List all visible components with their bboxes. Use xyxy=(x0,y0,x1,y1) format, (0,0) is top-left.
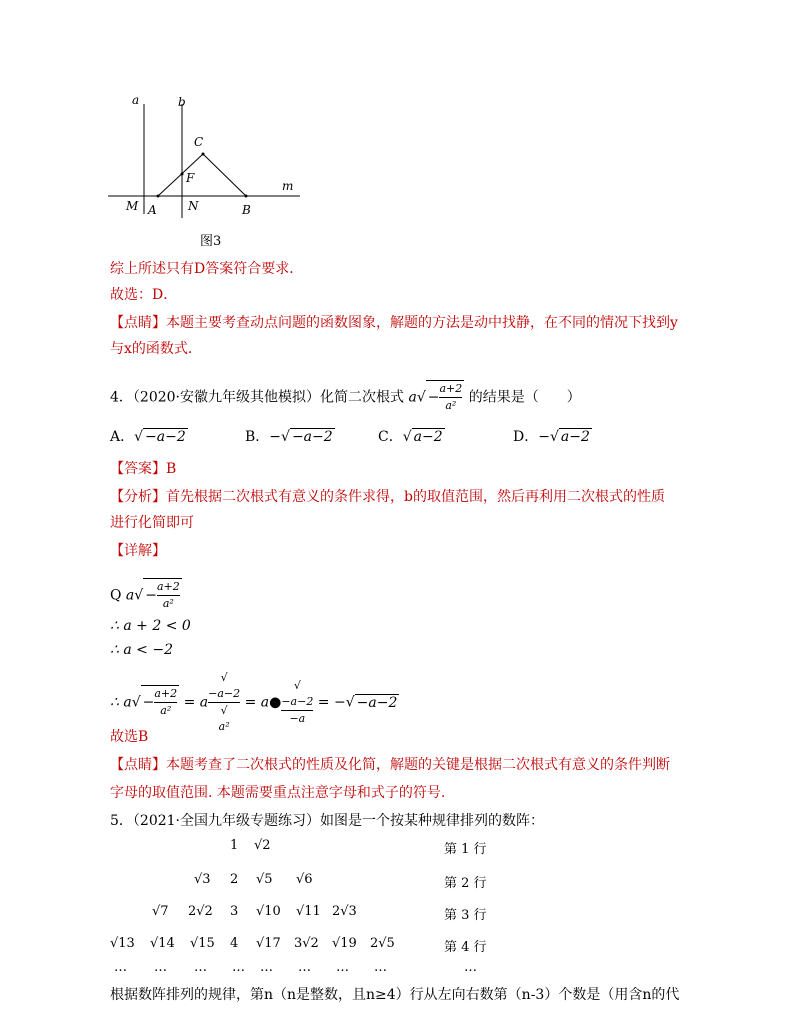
row-label: 第 3 行 xyxy=(444,908,487,923)
ellipsis: … xyxy=(298,960,311,975)
array-cell: √2 xyxy=(254,838,271,853)
q4-tip: 【点睛】本题考查了二次根式的性质及化简，解题的关键是根据二次根式有意义的条件判断 xyxy=(110,757,670,773)
q4-choice: 故选B xyxy=(110,729,149,745)
row-label: 第 1 行 xyxy=(444,842,487,857)
array-cell: √13 xyxy=(110,936,135,951)
q4-source: （2020·安徽九年级其他模拟）化简二次根式 xyxy=(132,389,404,406)
number-array xyxy=(110,838,510,978)
array-cell: √5 xyxy=(256,872,273,887)
label-C: C xyxy=(194,135,204,149)
q5-question: 5．（2021·全国九年级专题练习）如图是一个按某种规律排列的数阵： xyxy=(110,813,544,829)
q4-question: 4．（2020·安徽九年级其他模拟）化简二次根式 a√ − $\frac{a+2}{\text{a²}}$ 的结果是（ ） xyxy=(110,382,581,412)
ellipsis: … xyxy=(194,960,207,975)
array-cell: 3√2 xyxy=(294,936,319,951)
q3-tip-line2: 与x的函数式． xyxy=(110,341,202,357)
figure-caption: 图3 xyxy=(200,234,222,249)
option-c[interactable]: C．√ a−2 xyxy=(378,429,443,445)
array-cell: √14 xyxy=(150,936,175,951)
array-cell: √19 xyxy=(332,936,357,951)
ellipsis: … xyxy=(114,960,127,975)
q3-tip xyxy=(110,312,678,332)
array-cell: √15 xyxy=(190,936,215,951)
ellipsis: … xyxy=(260,960,273,975)
q4-tail: 的结果是（ ） xyxy=(468,389,581,406)
array-cell: √17 xyxy=(256,936,281,951)
tip-text: 本题主要考查动点问题的函数图象，解题的方法是动中找静，在不同的情况下找到y xyxy=(166,315,678,331)
ellipsis: … xyxy=(336,960,349,975)
array-cell: √3 xyxy=(194,872,211,887)
ellipsis: … xyxy=(154,960,167,975)
array-cell: √10 xyxy=(256,904,281,919)
label-a: a xyxy=(132,93,140,107)
label-F: F xyxy=(186,171,195,185)
option-a[interactable]: A．√ −a−2 xyxy=(110,429,186,445)
option-d[interactable]: D．−√ a−2 xyxy=(513,429,590,445)
q4-step3: ∴ a < −2 xyxy=(110,642,173,658)
ellipsis: … xyxy=(374,960,387,975)
option-b[interactable]: B．−√ −a−2 xyxy=(245,429,333,445)
row-label: 第 4 行 xyxy=(444,940,487,955)
array-cell: √11 xyxy=(296,904,321,919)
array-cell: √7 xyxy=(152,904,169,919)
q3-choice: 故选：D． xyxy=(110,287,178,303)
q4-step4: ∴ a√ − $\frac{a+2}{\text{a²}}$ = a √ −a−2 √ a² = a● √ −a−2 −a = −√ −a−2 xyxy=(110,671,398,733)
label-A: A xyxy=(148,203,157,217)
array-cell: 3 xyxy=(230,904,239,919)
array-cell: 2√2 xyxy=(188,904,213,919)
label-m: m xyxy=(282,179,294,193)
tip-tag: 【点睛】 xyxy=(110,315,166,331)
ellipsis: … xyxy=(232,960,245,975)
q4-step1: Q a√ − $\frac{a+2}{\text{a²}}$ xyxy=(110,580,180,610)
q4-detail-tag: 【详解】 xyxy=(110,543,166,559)
array-cell: 1 xyxy=(230,838,239,853)
array-cell: 2 xyxy=(230,872,239,887)
q3-conclusion: 综上所述只有D答案符合要求． xyxy=(110,261,304,277)
row-label: 第 2 行 xyxy=(444,876,487,891)
q4-number: 4． xyxy=(110,389,133,406)
array-cell: 2√5 xyxy=(370,936,395,951)
q4-analysis-line2: 进行化简即可 xyxy=(110,515,194,531)
array-cell: 2√3 xyxy=(332,904,357,919)
array-cell: √6 xyxy=(296,872,313,887)
q4-tip-line2: 字母的取值范围. 本题需要重点注意字母和式子的符号. xyxy=(110,785,446,801)
q4-analysis: 【分析】首先根据二次根式有意义的条件求得，b的取值范围，然后再利用二次根式的性质 xyxy=(110,489,665,505)
geometry-figure xyxy=(108,92,308,252)
label-M: M xyxy=(126,199,139,213)
label-N: N xyxy=(188,199,199,213)
array-cell: 4 xyxy=(230,936,239,951)
label-b: b xyxy=(178,95,186,109)
q5-followup: 根据数阵排列的规律，第n（n是整数，且n≥4）行从左向右数第（n-3）个数是（用含n的代 xyxy=(110,987,680,1003)
q4-step2: ∴ a + 2 < 0 xyxy=(110,618,191,634)
q4-answer: 【答案】B xyxy=(110,461,177,477)
label-B: B xyxy=(242,203,251,217)
ellipsis: … xyxy=(464,960,477,975)
